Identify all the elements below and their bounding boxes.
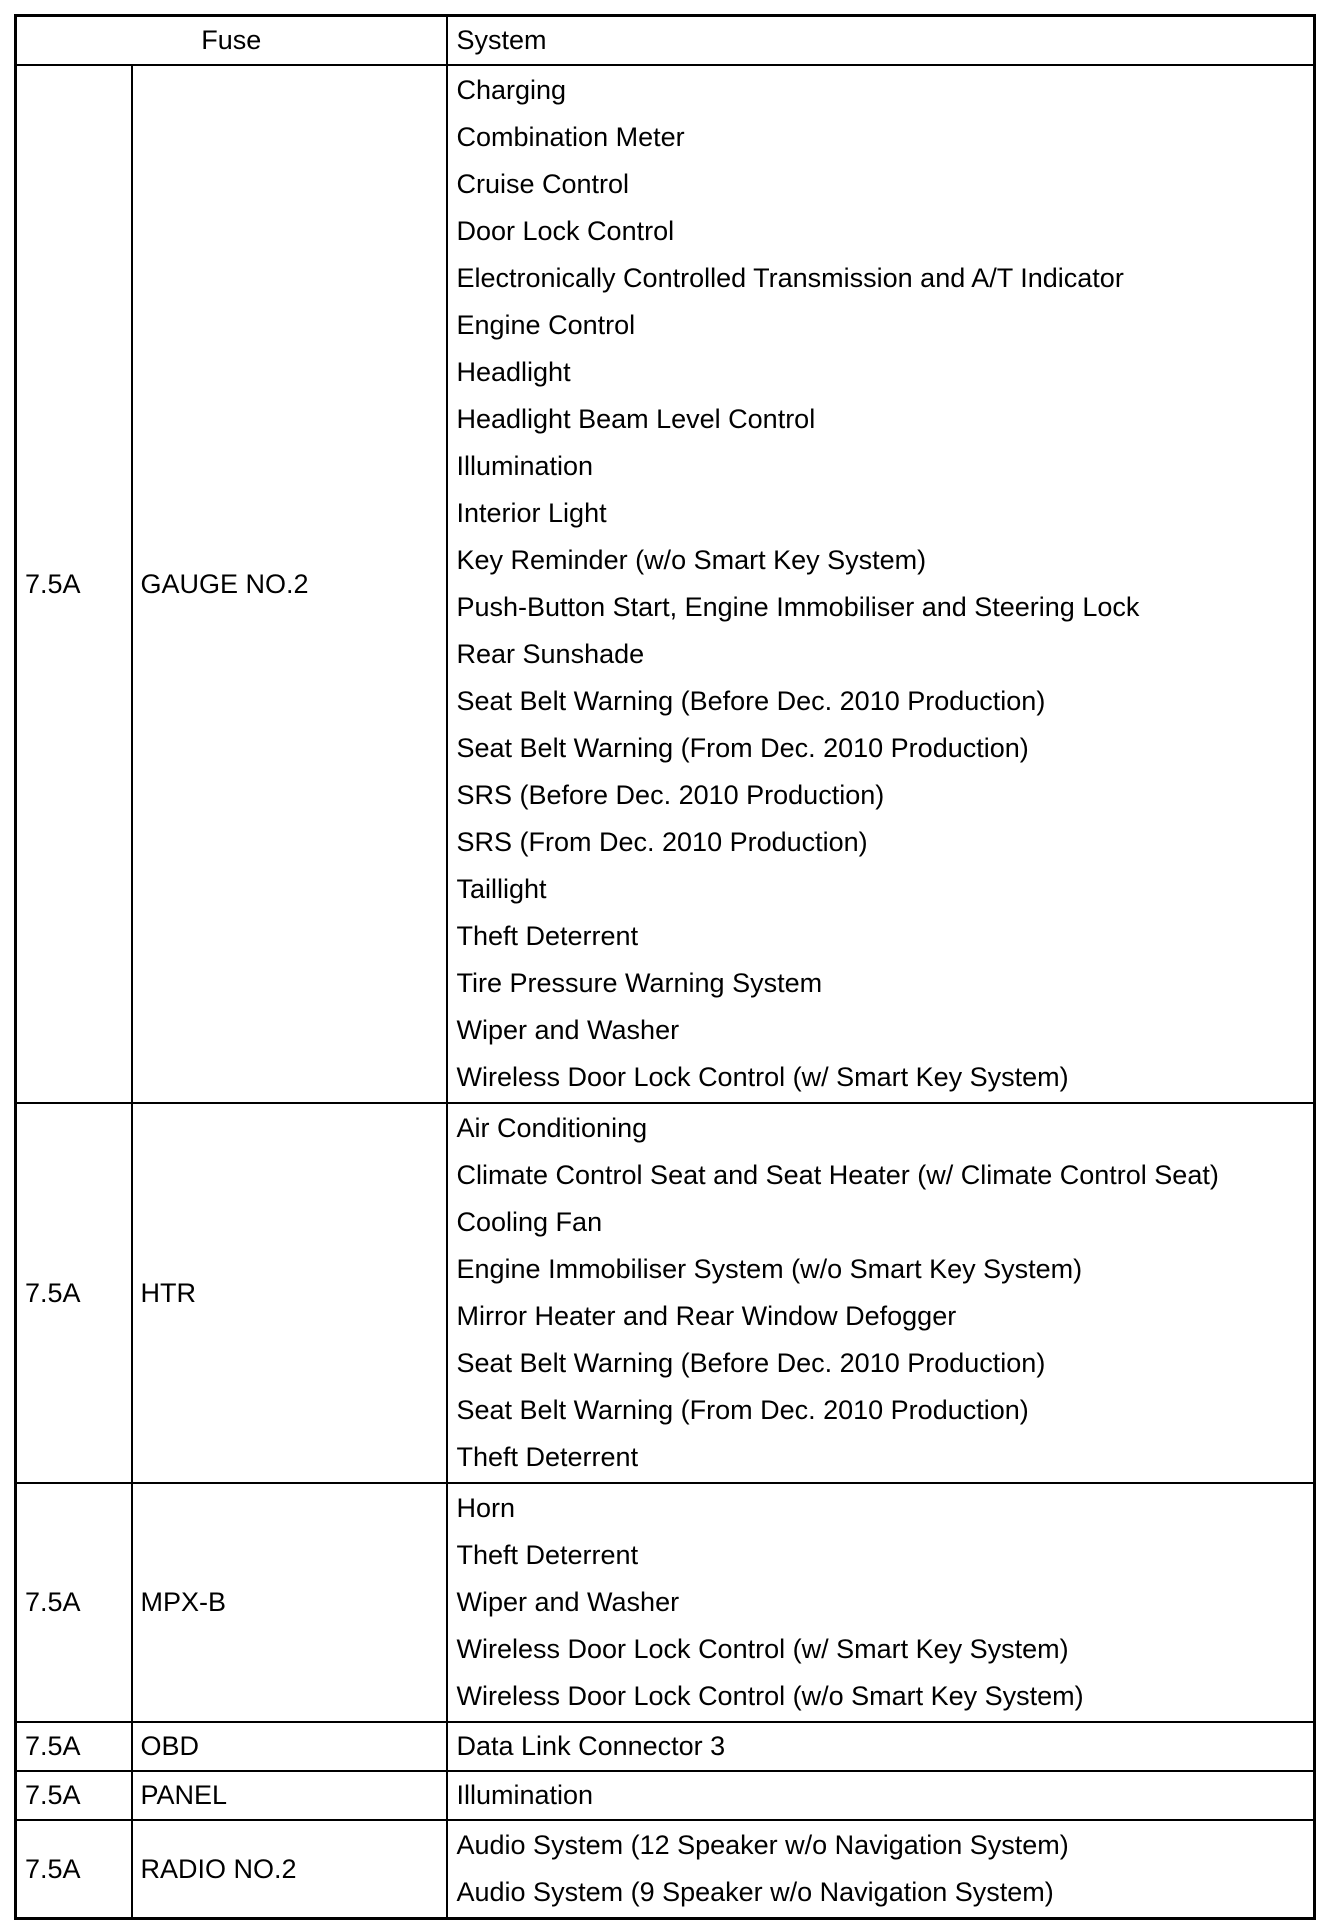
system-item: Taillight: [456, 874, 547, 904]
system-item: Wireless Door Lock Control (w/o Smart Key System): [456, 1681, 1084, 1711]
system-list: [457, 1484, 1314, 1721]
system-item: Data Link Connector 3: [456, 1731, 726, 1761]
system-list-cell: [447, 1722, 1315, 1771]
system-column-header: System: [447, 16, 1315, 66]
system-list-cell: [447, 1483, 1315, 1722]
system-item: Door Lock Control: [456, 216, 675, 246]
system-item: Rear Sunshade: [456, 639, 645, 669]
system-item: Air Conditioning: [456, 1113, 648, 1143]
system-item: Theft Deterrent: [456, 921, 639, 951]
fuse-amperage: 7.5A: [16, 1820, 132, 1919]
system-list: [457, 66, 1314, 1102]
system-item: Headlight Beam Level Control: [456, 404, 816, 434]
system-item: Wireless Door Lock Control (w/ Smart Key System): [456, 1634, 1069, 1664]
system-list: [457, 1772, 1314, 1819]
table-row: [16, 1483, 1315, 1722]
system-item: Horn: [456, 1493, 516, 1523]
system-item: Cooling Fan: [456, 1207, 603, 1237]
system-item: Charging: [456, 75, 567, 105]
table-row: [16, 1103, 1315, 1483]
table-row: [16, 1820, 1315, 1919]
system-item: Seat Belt Warning (Before Dec. 2010 Production): [456, 686, 1046, 716]
system-item: Electronically Controlled Transmission and A/T Indicator: [456, 263, 1124, 293]
fuse-column-header: Fuse: [16, 16, 447, 66]
system-item: Engine Immobiliser System (w/o Smart Key System): [456, 1254, 1083, 1284]
table-row: [16, 65, 1315, 1103]
system-item: Seat Belt Warning (From Dec. 2010 Production): [456, 733, 1029, 763]
table-row: [16, 1722, 1315, 1771]
fuse-name: MPX-B: [132, 1483, 447, 1722]
fuse-table: [14, 14, 1316, 1920]
fuse-amperage: 7.5A: [16, 1103, 132, 1483]
system-list-cell: [447, 1103, 1315, 1483]
system-item: Combination Meter: [456, 122, 685, 152]
system-item: Mirror Heater and Rear Window Defogger: [456, 1301, 957, 1331]
system-item: Engine Control: [456, 310, 636, 340]
system-item: Wiper and Washer: [456, 1587, 680, 1617]
system-item: Seat Belt Warning (Before Dec. 2010 Production): [456, 1348, 1046, 1378]
fuse-amperage: 7.5A: [16, 1771, 132, 1820]
system-item: Illumination: [456, 451, 594, 481]
system-item: SRS (From Dec. 2010 Production): [456, 827, 868, 857]
fuse-amperage: 7.5A: [16, 65, 132, 1103]
table-body: [16, 65, 1315, 1919]
system-item: Interior Light: [456, 498, 607, 528]
fuse-name: RADIO NO.2: [132, 1820, 447, 1919]
fuse-name: PANEL: [132, 1771, 447, 1820]
system-list-cell: [447, 1771, 1315, 1820]
header-row: [16, 16, 1315, 66]
system-item: Seat Belt Warning (From Dec. 2010 Production): [456, 1395, 1029, 1425]
system-item: Theft Deterrent: [456, 1442, 639, 1472]
system-list-cell: [447, 1820, 1315, 1919]
system-list: [457, 1723, 1314, 1770]
system-list: [457, 1821, 1314, 1917]
fuse-name: GAUGE NO.2: [132, 65, 447, 1103]
fuse-name: HTR: [132, 1103, 447, 1483]
fuse-name: OBD: [132, 1722, 447, 1771]
system-item: Push-Button Start, Engine Immobiliser and Steering Lock: [456, 592, 1140, 622]
system-item: Cruise Control: [456, 169, 630, 199]
system-item: Audio System (12 Speaker w/o Navigation System): [456, 1830, 1069, 1860]
system-list-cell: [447, 65, 1315, 1103]
system-item: Climate Control Seat and Seat Heater (w/ Climate Control Seat): [456, 1160, 1219, 1190]
fuse-amperage: 7.5A: [16, 1722, 132, 1771]
system-item: Wireless Door Lock Control (w/ Smart Key System): [456, 1062, 1069, 1092]
table-row: [16, 1771, 1315, 1820]
system-item: Key Reminder (w/o Smart Key System): [456, 545, 927, 575]
table-header: [16, 16, 1315, 66]
system-item: Illumination: [456, 1780, 594, 1810]
fuse-amperage: 7.5A: [16, 1483, 132, 1722]
system-item: Wiper and Washer: [456, 1015, 680, 1045]
system-item: Tire Pressure Warning System: [456, 968, 823, 998]
system-item: Theft Deterrent: [456, 1540, 639, 1570]
system-item: SRS (Before Dec. 2010 Production): [456, 780, 885, 810]
system-list: [457, 1104, 1314, 1482]
system-item: Headlight: [456, 357, 571, 387]
system-item: Audio System (9 Speaker w/o Navigation System): [456, 1877, 1054, 1907]
